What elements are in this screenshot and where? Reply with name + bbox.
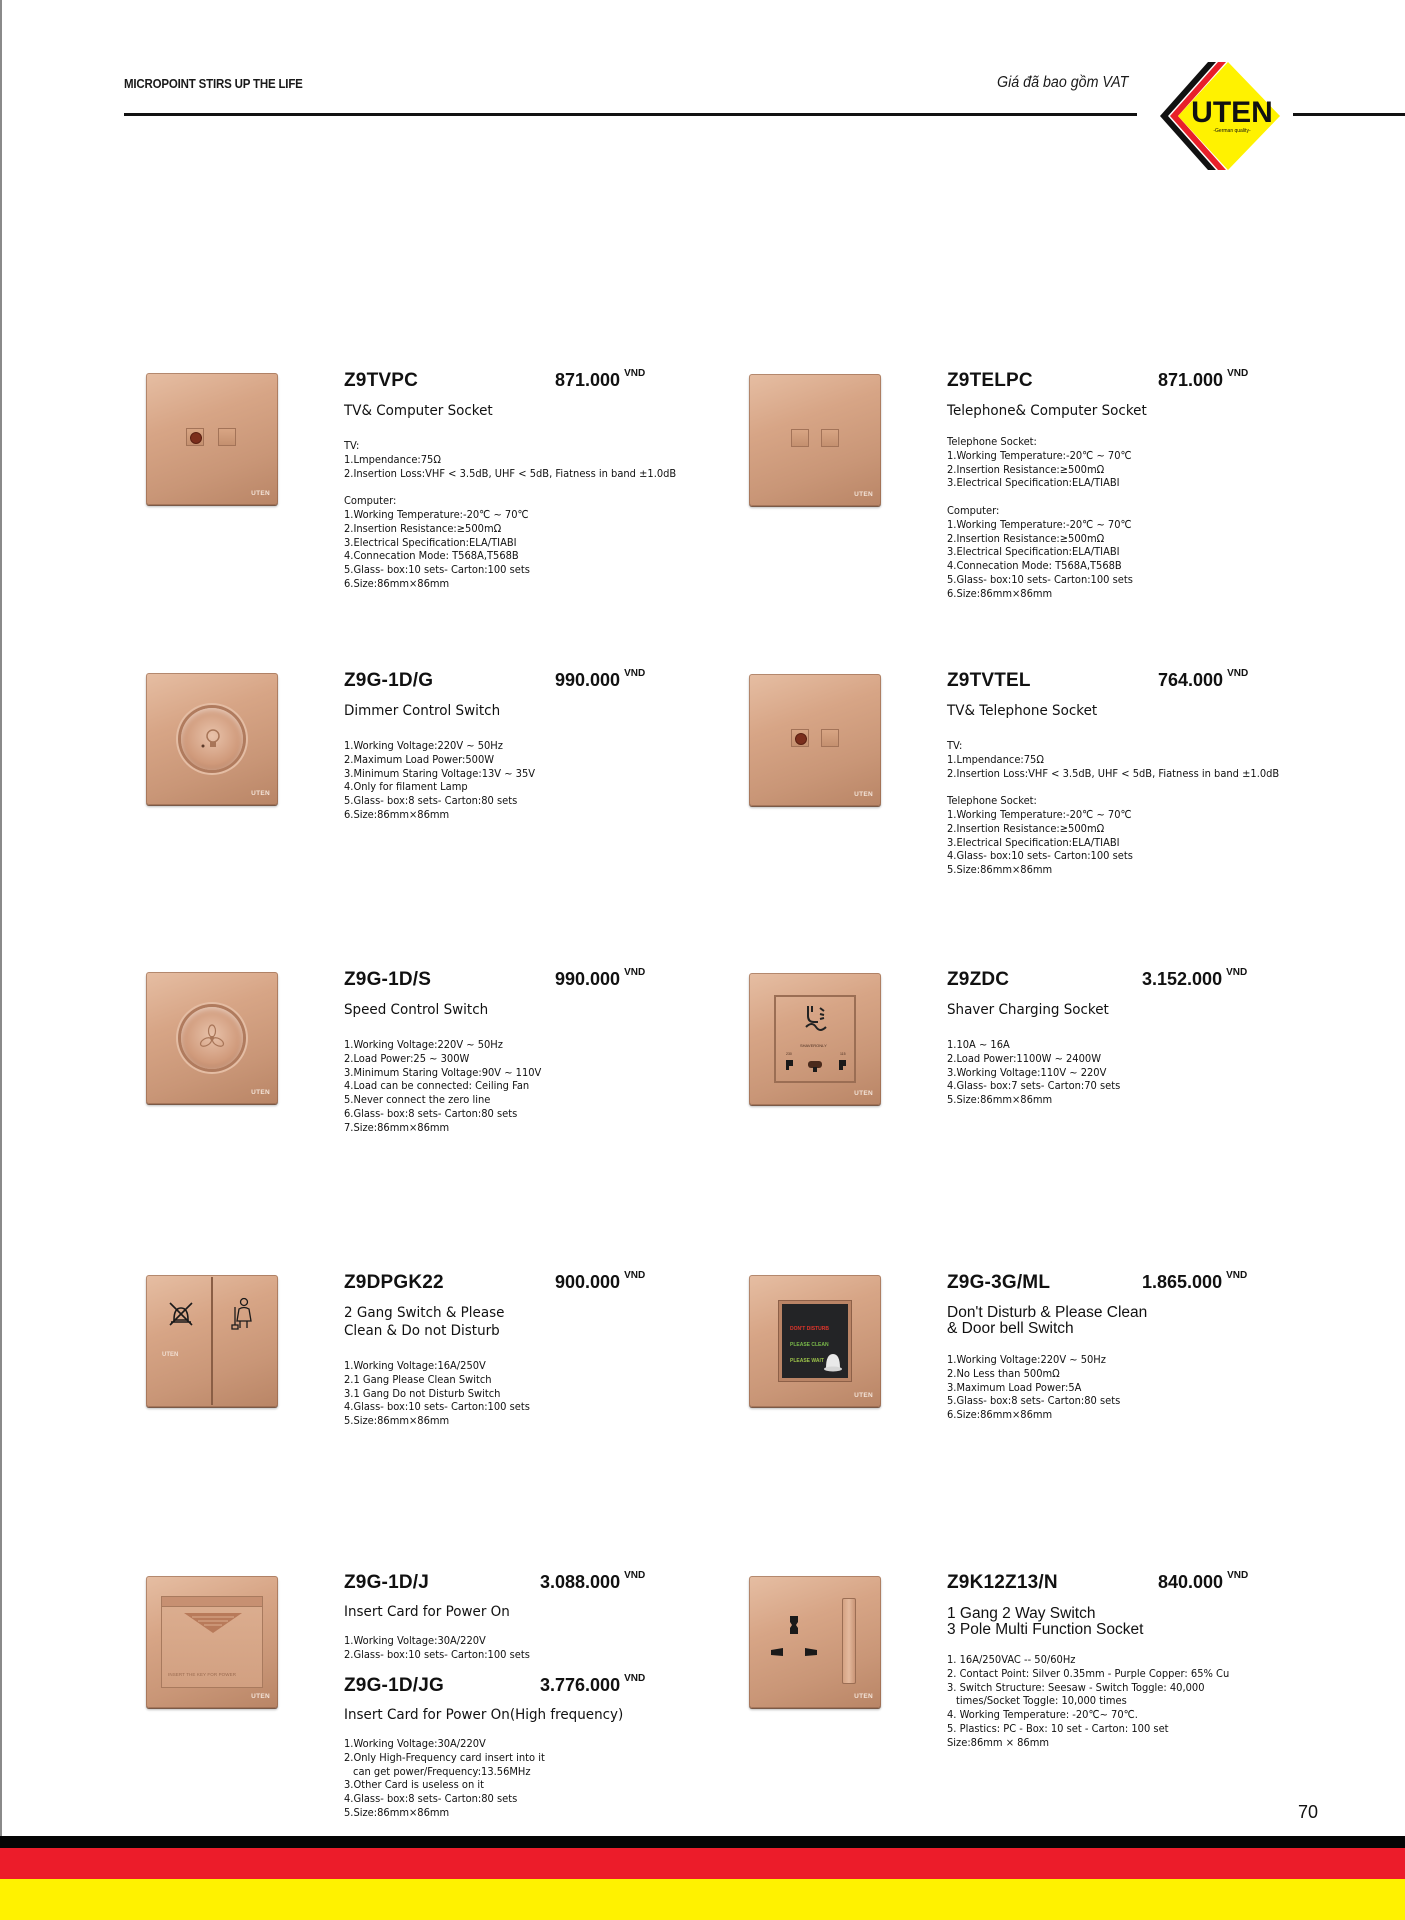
product-image-tv-computer-socket	[146, 373, 278, 505]
indicator-panel	[779, 1301, 851, 1381]
product-model: Z9G-1D/JG	[344, 1675, 444, 1696]
plate-brand: UTEN	[251, 790, 270, 797]
shaver-only-label: SHAVERONLY	[800, 1043, 827, 1048]
product-specs: 1.Working Voltage:220V ~ 50Hz 2.Maximum Load Power:500W 3.Minimum Staring Voltage:13V ~ 35V 4.Only for filament Lamp 5.Glass- box:8 sets- Carton:80 sets 6.Size:86mm×86mm	[344, 739, 536, 821]
product-specs: 1.Working Voltage:16A/250V 2.1 Gang Please Clean Switch 3.1 Gang Do not Disturb Switch 4.Glass- box:10 sets- Carton:100 sets 5.Size:86mm×86mm	[344, 1359, 530, 1428]
footer-stripe-black	[0, 1836, 1405, 1848]
product-name: Dimmer Control Switch	[344, 703, 501, 719]
data-port-icon	[218, 428, 236, 446]
telephone-port-icon	[791, 429, 809, 447]
coax-port-icon	[791, 729, 809, 747]
page-edge-line	[0, 0, 2, 1836]
product-model: Z9ZDC	[947, 969, 1010, 990]
product-price: 3.152.000 $^{VND}$	[1142, 967, 1248, 989]
plate-brand: UTEN	[162, 1352, 179, 1358]
product-price: 990.000 $^{VND}$	[555, 967, 646, 989]
product-image-dnd-clean-doorbell-switch	[749, 1275, 881, 1407]
product-name: Telephone& Computer Socket	[947, 403, 1147, 419]
product-name-line-1: 2 Gang Switch & Please	[344, 1305, 505, 1321]
product-name: Speed Control Switch	[344, 1002, 489, 1018]
card-slot	[161, 1596, 263, 1688]
product-specs: 1.Working Voltage:220V ~ 50Hz 2.Load Power:25 ~ 300W 3.Minimum Staring Voltage:90V ~ 110V 4.Load can be connected: Ceiling Fan 5.Never connect the zero line 6.Glass- box:8 sets- Carton:80 sets 7.Size:86mm×86mm	[344, 1038, 542, 1134]
product-specs: 1. 16A/250VAC -- 50/60Hz 2. Contact Point: Silver 0.35mm - Purple Copper: 65% Cu 3. Switch Structure: Seesaw - Switch Toggle: 40,000 times/Socket Toggle: 10,000 times 4. Working Temperature: -20℃~ 70℃. 5. Plastics: PC - Box: 10 set - Carton: 100 set Size:86mm × 86mm	[947, 1653, 1230, 1749]
insert-arrow-icon	[184, 1613, 242, 1633]
product-name-line-2: Clean & Do not Disturb	[344, 1323, 500, 1339]
socket-holes-icon	[784, 1057, 848, 1073]
plate-brand: UTEN	[854, 1090, 873, 1097]
product-name-line-1: 1 Gang 2 Way Switch	[947, 1605, 1096, 1622]
panel-label-wait: PLEASE WAIT	[790, 1358, 824, 1364]
product-image-card-power-switch	[146, 1576, 278, 1708]
product-image-2gang-dnd-clean-switch	[146, 1275, 278, 1407]
product-price: 840.000 $^{VND}$	[1158, 1570, 1249, 1592]
shaver-socket-frame: SHAVERONLY 230 115	[774, 995, 856, 1083]
product-price: 764.000 $^{VND}$	[1158, 668, 1249, 690]
product-model: Z9G-1D/G	[344, 670, 434, 691]
product-name: Insert Card for Power On(High frequency)	[344, 1707, 624, 1723]
footer-stripe-red	[0, 1848, 1405, 1879]
product-image-switch-multi-socket	[749, 1576, 881, 1708]
product-model: Z9G-3G/ML	[947, 1272, 1051, 1293]
dimmer-knob-icon	[181, 708, 243, 770]
product-price: 900.000 $^{VND}$	[555, 1270, 646, 1292]
logo-slogan: -German quality-	[1213, 128, 1251, 134]
vat-note: Giá đã bao gồm VAT	[997, 74, 1129, 91]
product-specs: Telephone Socket: 1.Working Temperature:-20℃ ~ 70℃ 2.Insertion Resistance:≥500mΩ 3.Electrical Specification:ELA/TIABI Computer: 1.Working Temperature:-20℃ ~ 70℃ 2.Insertion Resistance:≥500mΩ 3.Electrical Specification:ELA/TIABI 4.Connecation Mode: T568A,T568B 5.Glass- box:10 sets- Carton:100 sets 6.Size:86mm×86mm	[947, 435, 1133, 600]
coax-port-icon	[186, 428, 204, 446]
product-specs: 1.Working Voltage:220V ~ 50Hz 2.No Less than 500mΩ 3.Maximum Load Power:5A 5.Glass- box:8 sets- Carton:80 sets 6.Size:86mm×86mm	[947, 1353, 1121, 1422]
plate-brand: UTEN	[251, 490, 270, 497]
product-model: Z9TVTEL	[947, 670, 1031, 691]
product-model: Z9K12Z13/N	[947, 1572, 1058, 1593]
plate-brand: UTEN	[251, 1089, 270, 1096]
header-tagline: MICROPOINT STIRS UP THE LIFE	[124, 77, 303, 91]
product-image-tv-telephone-socket	[749, 674, 881, 806]
product-model: Z9G-1D/J	[344, 1572, 430, 1593]
product-image-speed-control-switch	[146, 972, 278, 1104]
product-name-line-2: 3 Pole Multi Function Socket	[947, 1621, 1144, 1638]
telephone-port-icon	[821, 729, 839, 747]
product-image-telephone-computer-socket	[749, 374, 881, 506]
product-price: 871.000 $^{VND}$	[1158, 368, 1249, 390]
fan-knob-icon	[181, 1007, 243, 1069]
plate-brand: UTEN	[854, 1392, 873, 1399]
product-specs: 1.Working Voltage:30A/220V 2.Only High-Frequency card insert into it can get power/Frequency:13.56MHz 3.Other Card is useless on it 4.Glass- box:8 sets- Carton:80 sets 5.Size:86mm×86mm	[344, 1737, 545, 1819]
product-name-line-1: Don't Disturb & Please Clean	[947, 1304, 1148, 1321]
uten-logo	[1156, 60, 1286, 172]
plate-brand: UTEN	[854, 491, 873, 498]
product-image-shaver-socket	[749, 973, 881, 1105]
plate-brand: UTEN	[854, 1693, 873, 1700]
product-specs: TV: 1.Lmpendance:75Ω 2.Insertion Loss:VHF < 3.5dB, UHF < 5dB, Fiatness in band ±1.0dB Computer: 1.Working Temperature:-20℃ ~ 70℃ 2.Insertion Resistance:≥500mΩ 3.Electrical Specification:ELA/TIABI 4.Connecation Mode: T568A,T568B 5.Glass- box:10 sets- Carton:100 sets 6.Size:86mm×86mm	[344, 439, 677, 590]
do-not-disturb-icon	[166, 1300, 196, 1328]
header-rule-left	[124, 113, 1137, 116]
page-number: 70	[1298, 1802, 1319, 1822]
product-price: 990.000 $^{VND}$	[555, 668, 646, 690]
rocker-switch	[842, 1598, 856, 1684]
product-price: 3.776.000 $^{VND}$	[540, 1673, 646, 1695]
product-price: 1.865.000 $^{VND}$	[1142, 1270, 1248, 1292]
panel-label-dnd: DON'T DISTURB	[790, 1326, 829, 1332]
product-specs: 1.10A ~ 16A 2.Load Power:1100W ~ 2400W 3.Working Voltage:110V ~ 220V 4.Glass- box:7 sets- Carton:70 sets 5.Size:86mm×86mm	[947, 1038, 1121, 1107]
product-price: 871.000 $^{VND}$	[555, 368, 646, 390]
product-specs: 1.Working Voltage:30A/220V 2.Glass- box:10 sets- Carton:100 sets	[344, 1634, 530, 1661]
plate-brand: UTEN	[251, 1693, 270, 1700]
plate-brand: UTEN	[854, 791, 873, 798]
product-model: Z9DPGK22	[344, 1272, 444, 1293]
data-port-icon	[821, 429, 839, 447]
logo-brand-text: UTEN	[1191, 96, 1273, 129]
multi-socket-icon	[769, 1614, 819, 1664]
gang-divider	[211, 1277, 213, 1405]
product-model: Z9G-1D/S	[344, 969, 432, 990]
product-name: Shaver Charging Socket	[947, 1002, 1109, 1018]
product-name: Insert Card for Power On	[344, 1604, 510, 1620]
product-name-line-2: & Door bell Switch	[947, 1320, 1074, 1337]
product-specs: TV: 1.Lmpendance:75Ω 2.Insertion Loss:VHF < 3.5dB, UHF < 5dB, Fiatness in band ±1.0dB Telephone Socket: 1.Working Temperature:-20℃ ~ 70℃ 2.Insertion Resistance:≥500mΩ 3.Electrical Specification:ELA/TIABI 4.Glass- box:10 sets- Carton:100 sets 5.Size:86mm×86mm	[947, 739, 1280, 877]
product-model: Z9TELPC	[947, 370, 1033, 391]
panel-label-clean: PLEASE CLEAN	[790, 1342, 829, 1348]
please-clean-icon	[230, 1297, 254, 1331]
product-price: 3.088.000 $^{VND}$	[540, 1570, 646, 1592]
product-image-dimmer-switch	[146, 673, 278, 805]
product-model: Z9TVPC	[344, 370, 419, 391]
footer-stripe-yellow	[0, 1879, 1405, 1920]
shaver-icon	[802, 1003, 830, 1035]
header-rule-right	[1293, 113, 1405, 116]
insert-key-label: INSERT THE KEY FOR POWER	[168, 1672, 237, 1677]
doorbell-icon	[822, 1350, 844, 1372]
product-name: TV& Computer Socket	[344, 403, 493, 419]
product-name: TV& Telephone Socket	[947, 703, 1098, 719]
